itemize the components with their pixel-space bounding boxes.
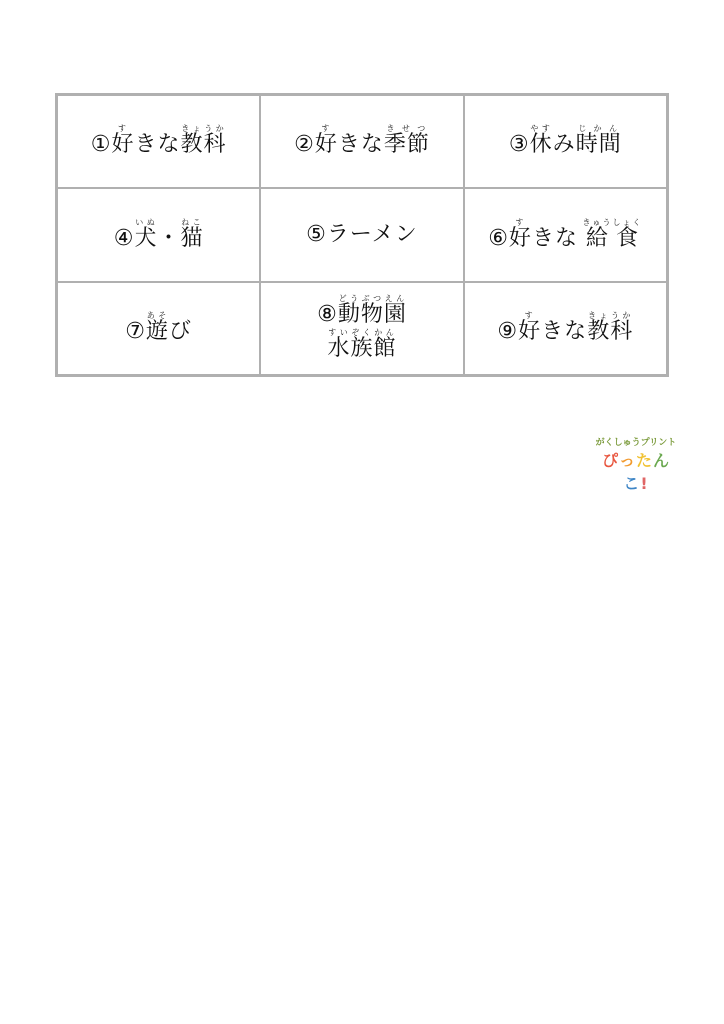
card-text: [509, 124, 622, 159]
text-segment: ③: [508, 132, 530, 158]
kanji-with-reading: 遊あそ: [146, 311, 170, 345]
kanji-with-reading: 休やす: [529, 124, 553, 158]
text-segment: ⑧: [317, 301, 338, 327]
text-segment: きな: [541, 319, 588, 345]
text-segment: ⑨: [497, 319, 519, 345]
logo-title: ぴったんこ!: [601, 451, 671, 493]
kanji-with-reading: 動物園どうぶつえん: [337, 293, 407, 327]
furigana: す: [314, 124, 338, 134]
text-segment: ・: [157, 225, 181, 251]
text-segment: きな: [337, 132, 384, 158]
kanji-with-reading: 教科きょうか: [180, 124, 227, 158]
text-segment: び: [169, 319, 193, 345]
furigana: きょうか: [180, 124, 227, 134]
furigana: どうぶつえん: [337, 293, 407, 303]
text-segment: ②: [294, 132, 315, 158]
card-cell: [464, 282, 667, 375]
card-text: [91, 124, 227, 159]
card-cell: [57, 188, 260, 281]
text-segment: ⑤ラーメン: [306, 222, 418, 248]
text-segment: み: [552, 132, 576, 158]
furigana: あそ: [146, 311, 170, 321]
card-cell: [260, 282, 463, 375]
card-text: [497, 311, 633, 346]
kanji-with-reading: 季節きせつ: [383, 124, 430, 158]
text-segment: きな: [134, 132, 181, 158]
kanji-with-reading: 水族館すいぞくかん: [327, 328, 397, 362]
furigana: す: [518, 311, 542, 321]
furigana: す: [111, 124, 135, 134]
card-cell: [464, 95, 667, 188]
kanji-with-reading: 好す: [314, 124, 338, 158]
kanji-with-reading: 好す: [111, 124, 135, 158]
card-text: [317, 294, 407, 329]
card-cell: [57, 95, 260, 188]
card-text: [488, 218, 642, 253]
furigana: すいぞくかん: [327, 328, 397, 338]
furigana: ねこ: [180, 217, 204, 227]
card-cell: [260, 188, 463, 281]
furigana: す: [508, 217, 532, 227]
text-segment: ①: [90, 132, 112, 158]
kanji-with-reading: 教科きょうか: [587, 311, 634, 345]
site-logo: [593, 435, 679, 494]
text-segment: ④: [113, 225, 135, 251]
text-segment: きな: [531, 225, 586, 251]
card-grid: [55, 93, 669, 377]
kanji-with-reading: 好す: [518, 311, 542, 345]
furigana: いぬ: [134, 217, 158, 227]
card-text: [327, 328, 396, 363]
furigana: じかん: [575, 124, 622, 134]
card-cell: [260, 95, 463, 188]
text-segment: ⑦: [125, 319, 147, 345]
furigana: やす: [529, 124, 553, 134]
card-text: [125, 311, 192, 346]
kanji-with-reading: 犬いぬ: [134, 217, 158, 251]
card-text: [294, 124, 430, 159]
kanji-with-reading: 給食きゅうしょく: [582, 217, 643, 251]
card-cell: [57, 282, 260, 375]
furigana: きゅうしょく: [582, 217, 643, 227]
logo-subtitle: がくしゅうプリント: [595, 438, 677, 448]
kanji-with-reading: 猫ねこ: [180, 217, 204, 251]
card-cell: [464, 188, 667, 281]
card-text: [306, 221, 418, 249]
kanji-with-reading: 好す: [508, 217, 532, 251]
card-text: [114, 218, 204, 253]
kanji-with-reading: 時間じかん: [575, 124, 622, 158]
furigana: きょうか: [587, 311, 634, 321]
furigana: きせつ: [383, 124, 430, 134]
text-segment: ⑥: [488, 225, 509, 251]
